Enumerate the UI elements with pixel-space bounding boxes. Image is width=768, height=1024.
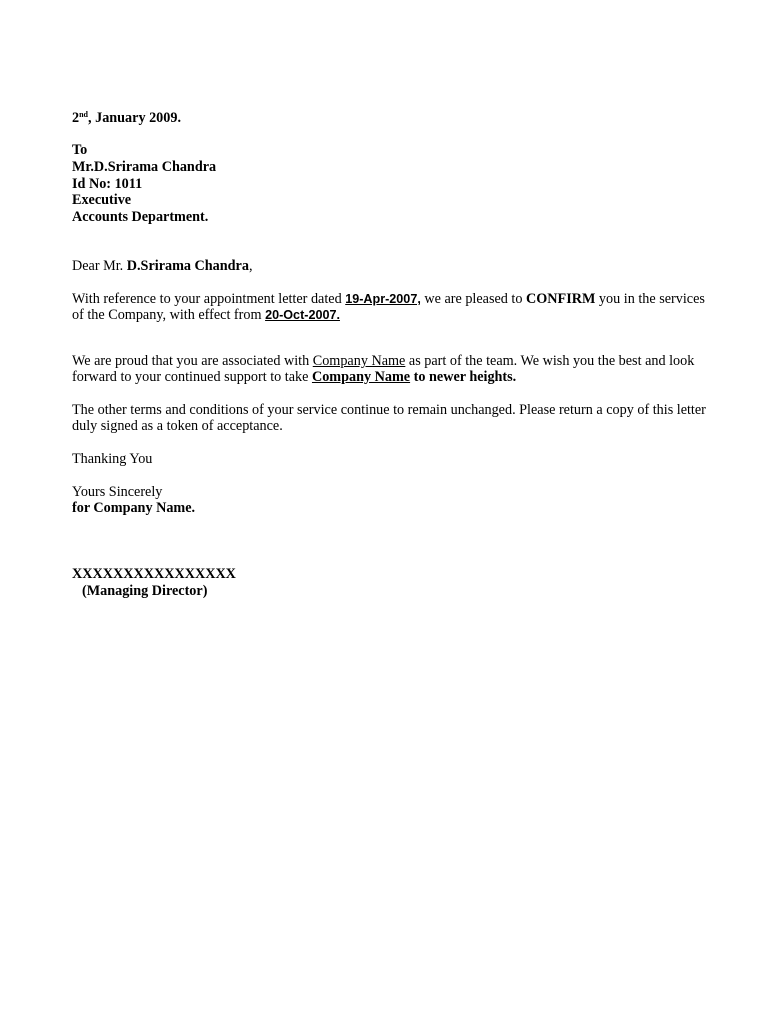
signatory-name: XXXXXXXXXXXXXXXX: [72, 566, 236, 582]
recipient-id: Id No: 1011: [72, 176, 143, 192]
para2-line1: We are proud that you are associated with Company Name as part of the team. We wish you the best and look: [72, 353, 695, 369]
appointment-date: 19-Apr-2007,: [345, 292, 421, 306]
recipient-department: Accounts Department.: [72, 209, 209, 225]
recipient-designation: Executive: [72, 192, 132, 208]
thanking: Thanking You: [72, 451, 153, 467]
letter-date: 2nd, January 2009.: [72, 110, 182, 126]
company-name: Company Name: [312, 353, 406, 369]
effective-date: 20-Oct-2007.: [265, 308, 340, 322]
para1-line1: With reference to your appointment letter dated 19-Apr-2007, we are pleased to CONFIRM you in the services: [72, 291, 705, 307]
para3-line2: duly signed as a token of acceptance.: [72, 418, 283, 434]
para2-line2: forward to your continued support to take Company Name to newer heights.: [72, 369, 517, 385]
salutation: Dear Mr. D.Srirama Chandra,: [72, 258, 253, 274]
closing: Yours Sincerely: [72, 484, 163, 500]
company-name-bold: Company Name: [311, 369, 411, 385]
confirm-text: CONFIRM: [526, 291, 596, 307]
recipient-to: To: [72, 142, 88, 158]
for-company: for Company Name.: [72, 500, 196, 516]
signatory-title: (Managing Director): [82, 583, 208, 599]
para1-line2: of the Company, with effect from 20-Oct-2007.: [72, 307, 340, 323]
recipient-name: Mr.D.Srirama Chandra: [72, 159, 217, 175]
para3-line1: The other terms and conditions of your service continue to remain unchanged. Please return a copy of this letter: [72, 402, 706, 418]
